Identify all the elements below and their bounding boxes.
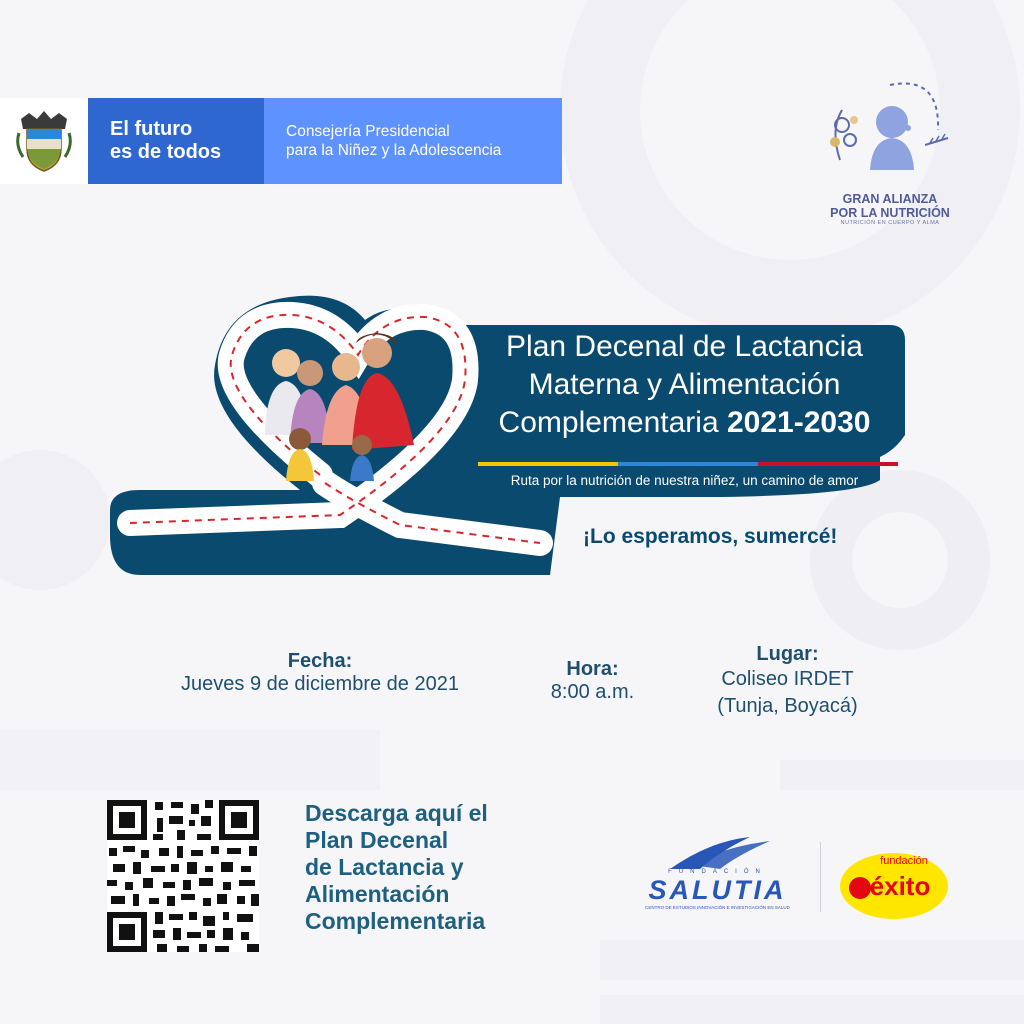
salutia-tagline: CENTRO DE ESTUDIOS INNOVACIÓN E INVESTIGACIÓN EN SALUD bbox=[645, 905, 790, 910]
exito-wordmark: éxito bbox=[869, 871, 931, 901]
alliance-subtitle: NUTRICIÓN EN CUERPO Y ALMA bbox=[840, 220, 940, 226]
time-value: 8:00 a.m. bbox=[550, 681, 635, 703]
shield-container bbox=[0, 98, 88, 184]
gov-entity-block bbox=[264, 98, 562, 184]
plan-title-panel bbox=[462, 328, 907, 503]
salutia-wordmark: SALUTIA bbox=[648, 875, 787, 905]
plan-title-line-3 bbox=[462, 404, 907, 442]
plan-title-line-1: Plan Decenal de Lactancia bbox=[506, 330, 863, 363]
download-instructions: Descarga aquí el Plan Decenal de Lactancia y Alimentación Complementaria bbox=[305, 800, 488, 934]
colombia-flag-stripe bbox=[478, 462, 898, 466]
gran-alianza-logo bbox=[820, 70, 960, 226]
flag-yellow-segment bbox=[478, 462, 618, 466]
plan-title-years: 2021-2030 bbox=[726, 406, 871, 439]
sponsor-divider bbox=[820, 842, 821, 912]
salutia-logo bbox=[630, 835, 805, 915]
flag-blue-segment bbox=[618, 462, 758, 466]
place-block bbox=[690, 643, 885, 720]
salutia-fundacion-label: FUNDACIÓN bbox=[668, 869, 767, 875]
alliance-title: GRAN ALIANZA POR LA NUTRICIÓN bbox=[830, 192, 950, 220]
exito-fundacion-label: fundación bbox=[880, 855, 928, 867]
place-value: Coliseo IRDET (Tunja, Boyacá) bbox=[717, 668, 858, 717]
gov-motto-text: El futuro es de todos bbox=[110, 118, 222, 163]
place-label: Lugar: bbox=[756, 643, 819, 665]
gov-entity-text: Consejería Presidencial para la Niñez y la Adolescencia bbox=[286, 123, 502, 159]
date-block bbox=[150, 650, 490, 696]
gov-motto-block bbox=[88, 98, 264, 184]
plan-tagline: Ruta por la nutrición de nuestra niñez, un camino de amor bbox=[510, 473, 859, 488]
invitation-cta: ¡Lo esperamos, sumercé! bbox=[583, 525, 838, 548]
time-label: Hora: bbox=[566, 658, 619, 680]
download-qr-code[interactable] bbox=[107, 800, 259, 952]
fundacion-exito-logo bbox=[838, 848, 950, 920]
government-banner bbox=[0, 98, 562, 184]
date-value: Jueves 9 de diciembre de 2021 bbox=[181, 673, 459, 695]
colombia-coat-of-arms-icon bbox=[15, 109, 73, 173]
date-label: Fecha: bbox=[287, 650, 353, 672]
flag-red-segment bbox=[758, 462, 898, 466]
time-block bbox=[530, 658, 655, 704]
plan-title-line-2: Materna y Alimentación bbox=[528, 368, 841, 401]
plan-title-line-3-text: Complementaria bbox=[498, 406, 719, 439]
child-blowing-dandelion-icon bbox=[820, 70, 960, 190]
